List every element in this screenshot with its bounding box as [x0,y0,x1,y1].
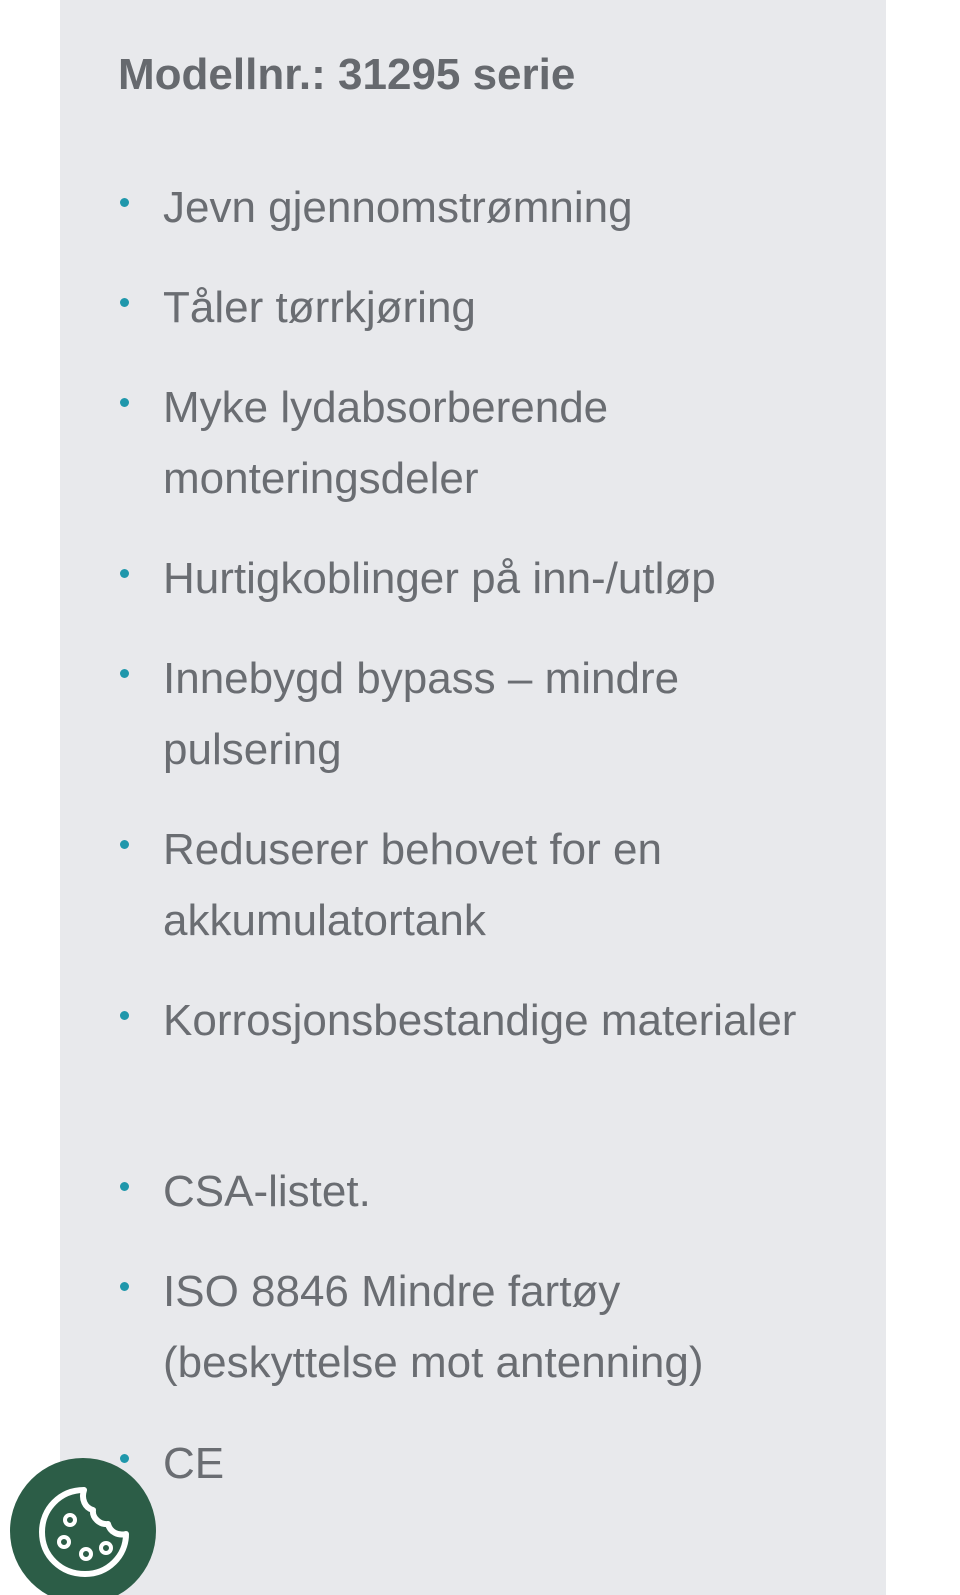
bullet-dot-icon [120,669,129,678]
bullet-dot-icon [120,569,129,578]
cookie-settings-button[interactable] [10,1458,156,1595]
feature-text: Jevn gjennomstrømning [163,183,633,232]
bullet-dot-icon [120,1182,129,1191]
bullet-dot-icon [120,840,129,849]
feature-text: Innebygd bypass – mindre pulsering [163,654,680,774]
feature-text: CE [163,1439,225,1488]
bullet-dot-icon [120,1282,129,1291]
bullet-dot-icon [120,298,129,307]
feature-text: Korrosjonsbestandige materialer [163,996,797,1045]
feature-text: Reduserer behovet for en akkumulatortank [163,825,662,945]
feature-text: Myke lydabsorberende monteringsdeler [163,383,609,503]
bullet-dot-icon [120,1454,129,1463]
feature-text: Hurtigkoblinger på inn-/utløp [163,554,716,603]
cookie-icon [34,1482,134,1582]
model-number-heading: Modellnr.: 31295 serie [118,50,576,99]
bullet-dot-icon [120,1011,129,1020]
feature-text: ISO 8846 Mindre fartøy (beskyttelse mot antenning) [163,1267,704,1387]
bullet-dot-icon [120,398,129,407]
feature-text: Tåler tørrkjøring [163,283,476,332]
feature-text: CSA-listet. [163,1167,371,1216]
bullet-dot-icon [120,198,129,207]
